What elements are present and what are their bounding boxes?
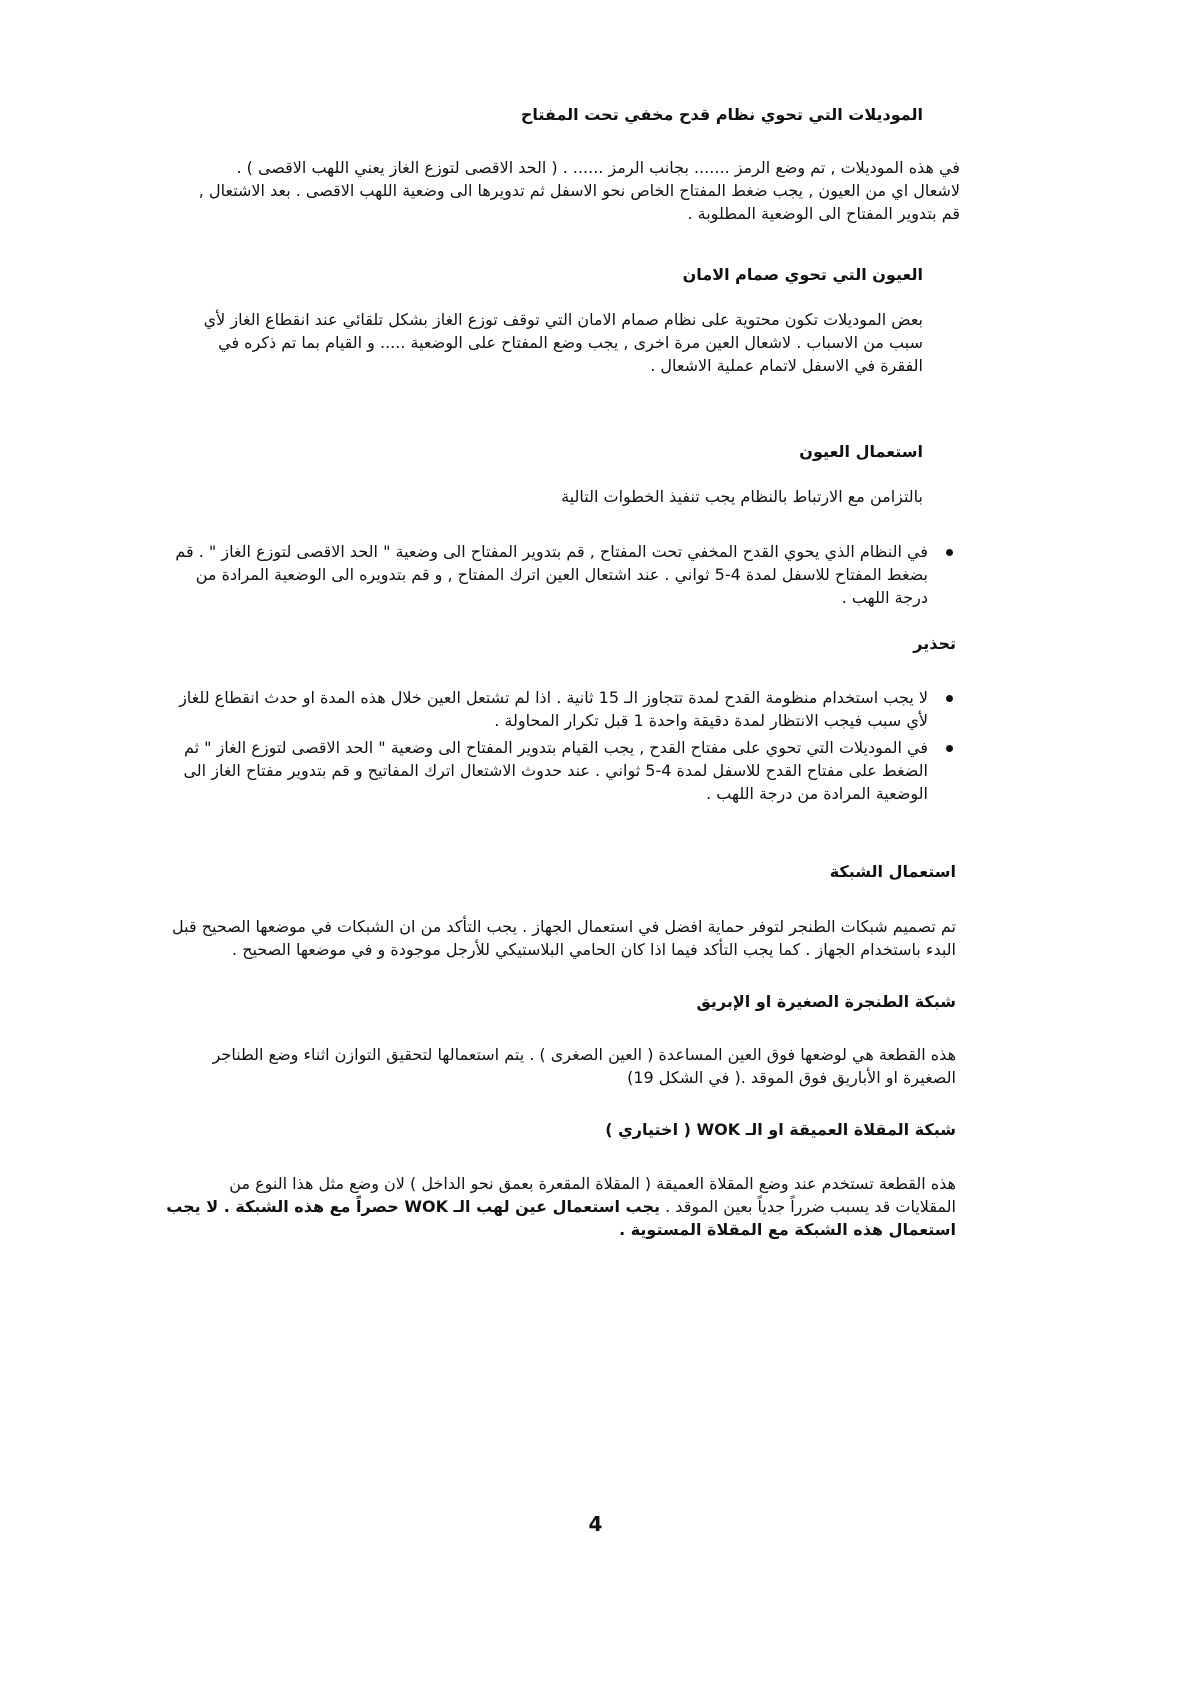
heading-wok-grid: شبكة المقلاة العميقة او الـ WOK ( اختياري ) bbox=[605, 1120, 956, 1139]
bullet-text: في الموديلات التي تحوي على مفتاح القدح , يجب القيام بتدوير المفتاح الى وضعية " الحد الاقصى لتوزع الغاز " ثم الضغط على مفتاح القدح للاسفل لمدة 4-5 ثواني . عند حدوث الاشتعال اترك المفاتيح و قم بتدوير مفتاح الغاز الى الوضعية المرادة من درجة اللهب . bbox=[183, 738, 928, 803]
list-item bbox=[168, 686, 953, 732]
wok-text-normal: هذه القطعة تستخدم عند وضع المقلاة العميقة ( المقلاة المقعرة بعمق نحو الداخل ) لان وضع مثل هذا النوع من المقلايات قد يسبب ضرراً جدياً بعين الموقد . bbox=[229, 1174, 956, 1216]
heading-using-burners: استعمال العيون bbox=[799, 442, 923, 461]
heading-hidden-ignition: الموديلات التي تحوي نظام قدح مخفي تحت المفتاح bbox=[520, 105, 923, 124]
list-item bbox=[158, 736, 953, 805]
bullet-text: في النظام الذي يحوي القدح المخفي تحت المفتاح , قم بتدوير المفتاح الى وضعية " الحد الاقصى لتوزع الغاز " . قم بضغط المفتاح للاسفل لمدة 4-5 ثواني . عند اشتعال العين اترك المفتاح , و قم بتدويره الى الوضعية المرادة من درجة اللهب . bbox=[175, 542, 928, 607]
bullet-icon bbox=[946, 745, 953, 752]
heading-safety-valve: العيون التي تحوي صمام الامان bbox=[682, 265, 923, 284]
bullet-icon bbox=[946, 549, 953, 556]
paragraph-using-grid: تم تصميم شبكات الطنجر لتوفر حماية افضل في استعمال الجهاز . يجب التأكد من ان الشبكات في موضعها الصحيح قبل البدء باستخدام الجهاز . كما يجب التأكد فيما اذا كان الحامي البلاستيكي للأرجل موجودة و في موضعها الصحيح . bbox=[172, 917, 956, 959]
paragraph-small-pot-grid: هذه القطعة هي لوضعها فوق العين المساعدة ( العين الصغرى ) . يتم استعمالها لتحقيق التوازن اثناء وضع الطناجر الصغيرة او الأباريق فوق الموقد .( في الشكل 19) bbox=[212, 1045, 956, 1087]
list-item bbox=[158, 540, 953, 609]
paragraph-safety-valve: بعض الموديلات تكون محتوية على نظام صمام الامان التي توقف توزع الغاز بشكل تلقائي عند انقطاع الغاز لأي سبب من الاسباب . لاشعال العين مرة اخرى , يجب وضع المفتاح على الوضعية ..... و القيام بما تم ذكره في الفقرة في الاسفل لاتمام عملية الاشعال . bbox=[203, 310, 923, 375]
bullet-icon bbox=[946, 695, 953, 702]
heading-small-pot-grid: شبكة الطنجرة الصغيرة او الإبريق bbox=[696, 992, 956, 1011]
page-number: 4 bbox=[588, 1512, 603, 1536]
paragraph-using-burners-intro: بالتزامن مع الارتباط بالنظام يجب تنفيذ الخطوات التالية bbox=[561, 487, 923, 506]
paragraph-hidden-ignition: في هذه الموديلات , تم وضع الرمز ....... بجانب الرمز ...... . ( الحد الاقصى لتوزع الغاز يعني اللهب الاقصى ) . لاشعال اي من العيون , يجب ضغط المفتاح الخاص نحو الاسفل ثم تدويرها الى وضعية اللهب الاقصى . بعد الاشتعال , قم بتدوير المفتاح الى الوضعية المطلوبة . bbox=[198, 158, 960, 223]
heading-warning: تحذير bbox=[913, 634, 956, 653]
heading-using-grid: استعمال الشبكة bbox=[829, 862, 956, 881]
wok-text-bold: يجب استعمال عين لهب الـ WOK حصراً مع هذه الشبكة . لا يجب استعمال هذه الشبكة مع المقلاة المستوية . bbox=[166, 1197, 956, 1239]
bullet-text: لا يجب استخدام منظومة القدح لمدة تتجاوز الـ 15 ثانية . اذا لم تشتعل العين خلال هذه المدة او حدث انقطاع للغاز لأي سبب فيجب الانتظار لمدة دقيقة واحدة 1 قبل تكرار المحاولة . bbox=[179, 688, 928, 730]
paragraph-wok-grid bbox=[166, 1172, 956, 1241]
